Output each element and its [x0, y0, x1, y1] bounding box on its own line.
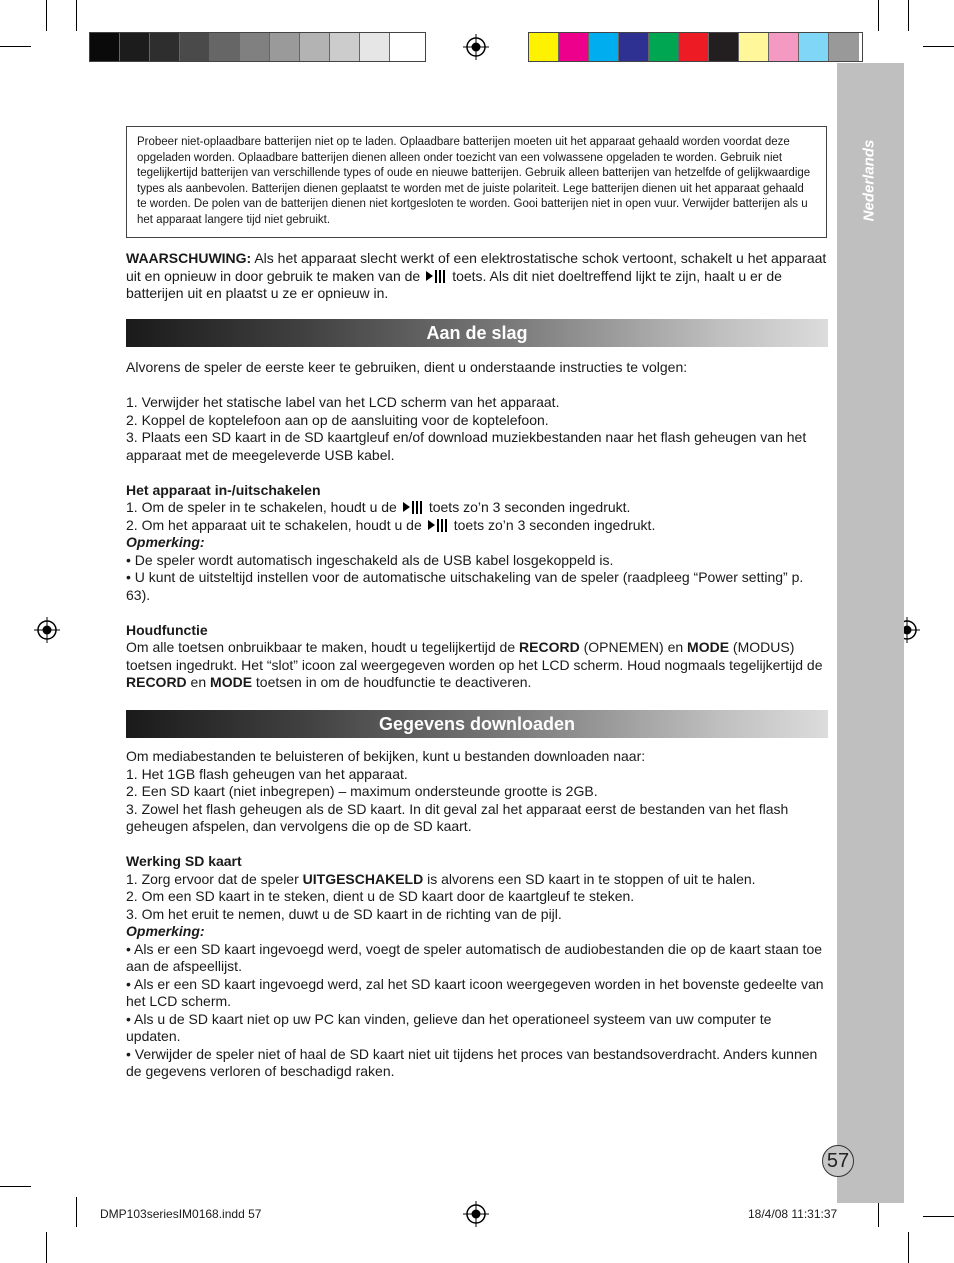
power-off-text-end: toets zo’n 3 seconden ingedrukt.	[453, 516, 656, 533]
color-swatch	[799, 33, 829, 61]
option-item: 2. Een SD kaart (niet inbegrepen) – maximum ondersteunde grootte is 2GB.	[126, 783, 598, 799]
color-swatch	[709, 33, 739, 61]
crop-mark	[0, 1186, 31, 1187]
warning-text-end: toets. Als dit niet doeltreffend lijkt te zijn, haalt u er de batterijen uit en plaatst u ze er opnieuw in.	[126, 267, 782, 301]
crop-mark	[76, 0, 77, 31]
play-pause-icon	[403, 501, 423, 514]
subheading-hold: Houdfunctie	[126, 621, 208, 638]
color-swatch	[559, 33, 589, 61]
color-swatch	[300, 33, 330, 61]
crop-mark	[923, 1216, 954, 1217]
registration-mark-icon	[463, 34, 489, 60]
hold-paragraph	[126, 639, 829, 692]
color-swatch	[769, 33, 799, 61]
note-bullet: • De speler wordt automatisch ingeschakeld als de USB kabel losgekoppeld is.	[126, 551, 614, 568]
color-swatch	[529, 33, 559, 61]
sd-step-text: 1. Zorg ervoor dat de speler	[126, 870, 303, 887]
process-color-bar	[528, 32, 863, 62]
crop-mark	[46, 1232, 47, 1263]
warning-text: Als het apparaat slecht werkt of een elektrostatische schok vertoont, schakelt u het apparaat uit en opnieuw in door gebruik te maken van de	[126, 250, 827, 284]
section-title-gegevens-downloaden: Gegevens downloaden	[126, 710, 828, 738]
color-swatch	[210, 33, 240, 61]
hold-text: (OPNEMEN) en	[579, 639, 688, 655]
color-swatch	[589, 33, 619, 61]
play-pause-icon	[426, 270, 446, 283]
color-swatch	[270, 33, 300, 61]
color-swatch	[390, 33, 420, 61]
sd-step-text: is alvorens een SD kaart in te stoppen of uit te halen.	[423, 870, 756, 887]
power-on-text: 1. Om de speler in te schakelen, houdt u de	[126, 499, 397, 515]
crop-mark	[878, 0, 879, 31]
hold-keyword: MODE	[687, 639, 730, 655]
sd-keyword: UITGESCHAKELD	[302, 870, 424, 887]
warning-label: WAARSCHUWING:	[126, 250, 252, 266]
color-swatch	[649, 33, 679, 61]
crop-mark	[908, 1232, 909, 1263]
subheading-sd: Werking SD kaart	[126, 853, 242, 869]
note-bullet: • U kunt de uitsteltijd instellen voor de automatische uitschakeling van de speler (raadpleeg “Power setting” p. 63).	[126, 569, 804, 603]
warning-paragraph	[126, 250, 829, 303]
option-item: 3. Zowel het flash geheugen als de SD kaart. In dit geval zal het apparaat eerst de bestanden van het flash geheugen afspelen, dan vervolgens die op de SD kaart.	[126, 800, 789, 834]
intro-text: Alvorens de speler de eerste keer te gebruiken, dient u onderstaande instructies te volgen:	[126, 359, 688, 375]
hold-text: Om alle toetsen onbruikbaar te maken, houdt u tegelijkertijd de	[126, 639, 520, 655]
color-swatch	[360, 33, 390, 61]
color-swatch	[330, 33, 360, 61]
hold-keyword: RECORD	[126, 674, 187, 690]
page-number: 57	[822, 1145, 854, 1177]
step-item: 2. Koppel de koptelefoon aan op de aansluiting voor de koptelefoon.	[126, 411, 549, 428]
play-pause-icon	[428, 519, 448, 532]
note-bullet: • Verwijder de speler niet of haal de SD kaart niet uit tijdens het proces van bestandsoverdracht. Anders kunnen de gegevens verloren of beschadigd raken.	[126, 1045, 818, 1079]
note-bullet: • Als er een SD kaart ingevoegd werd, zal het SD kaart icoon weergegeven worden in het bovenste gedeelte van het LCD scherm.	[126, 975, 824, 1009]
language-label-container	[854, 120, 884, 240]
color-swatch	[679, 33, 709, 61]
sd-step-text: 3. Om het eruit te nemen, duwt u de SD kaart in de richting van de pijl.	[126, 905, 562, 922]
hold-text: (MODUS) toetsen ingedrukt. Het “slot” icoon zal weergegeven worden op het LCD scherm. Houd nogmaals tegelijkertijd de	[126, 639, 823, 673]
section-gegevens-downloaden-body	[126, 748, 829, 1081]
color-swatch	[180, 33, 210, 61]
registration-mark-icon	[34, 617, 60, 643]
note-bullet: • Als u de SD kaart niet op uw PC kan vinden, gelieve dan het operationeel systeem van uw computer te updaten.	[126, 1010, 772, 1044]
option-item: 1. Het 1GB flash geheugen van het apparaat.	[126, 765, 408, 782]
note-label: Opmerking:	[126, 923, 205, 939]
crop-mark	[46, 0, 47, 31]
color-swatch	[240, 33, 270, 61]
color-swatch	[739, 33, 769, 61]
grayscale-color-bar	[89, 32, 426, 62]
hold-keyword: MODE	[210, 674, 253, 690]
note-label: Opmerking:	[126, 534, 205, 550]
step-item: 1. Verwijder het statische label van het LCD scherm van het apparaat.	[126, 394, 560, 410]
color-swatch	[619, 33, 649, 61]
color-swatch	[829, 33, 859, 61]
hold-text: toetsen in om de houdfunctie te deactiveren.	[252, 674, 532, 690]
intro-text: Om mediabestanden te beluisteren of bekijken, kunt u bestanden downloaden naar:	[126, 748, 646, 764]
registration-mark-icon	[463, 1201, 489, 1227]
crop-mark	[923, 46, 954, 47]
subheading-power: Het apparaat in-/uitschakelen	[126, 481, 321, 498]
section-title-aan-de-slag: Aan de slag	[126, 319, 828, 347]
power-on-text-end: toets zo’n 3 seconden ingedrukt.	[428, 499, 631, 515]
hold-text: en	[186, 674, 211, 690]
step-item: 3. Plaats een SD kaart in de SD kaartgleuf en/of download muziekbestanden naar het flash geheugen van het apparaat met de meegeleverde USB kabel.	[126, 429, 807, 463]
power-off-text: 2. Om het apparaat uit te schakelen, houdt u de	[126, 516, 422, 533]
section-aan-de-slag-body	[126, 359, 829, 692]
footer-date: 18/4/08 11:31:37	[748, 1207, 838, 1221]
color-swatch	[90, 33, 120, 61]
note-bullet: • Als er een SD kaart ingevoegd werd, voegt de speler automatisch de audiobestanden die op de kaart staan toe aan de afspeellijst.	[126, 940, 823, 974]
footer-filename: DMP103seriesIM0168.indd 57	[100, 1207, 262, 1221]
sd-step-text: 2. Om een SD kaart in te steken, dient u de SD kaart door de kaartgleuf te steken.	[126, 888, 635, 904]
crop-mark	[908, 0, 909, 31]
battery-notice-box: Probeer niet-oplaadbare batterijen niet op te laden. Oplaadbare batterijen moeten uit het apparaat gehaald worden voordat deze opgeladen worden. Oplaadbare batterijen dienen alleen onder toezicht van een volwassene opgeladen te worden. Gebruik niet tegelijkertijd batterijen van verschillende types of oude en nieuwe batterijen. Gebruik alleen batterijen van hetzelfde of gelijkwaardige types als aanbevolen. Batterijen dienen geplaatst te worden met de juiste polariteit. Lege batterijen dienen uit het apparaat gehaald te worden. De polen van de batterijen dienen niet kortgesloten te worden. Gooi batterijen niet in open vuur. Verwijder batterijen als u het apparaat langere tijd niet gebruikt.	[126, 126, 827, 238]
color-swatch	[120, 33, 150, 61]
crop-mark	[76, 1197, 77, 1227]
language-label: Nederlands	[860, 139, 878, 221]
hold-keyword: RECORD	[519, 639, 580, 655]
crop-mark	[0, 46, 31, 47]
color-swatch	[150, 33, 180, 61]
